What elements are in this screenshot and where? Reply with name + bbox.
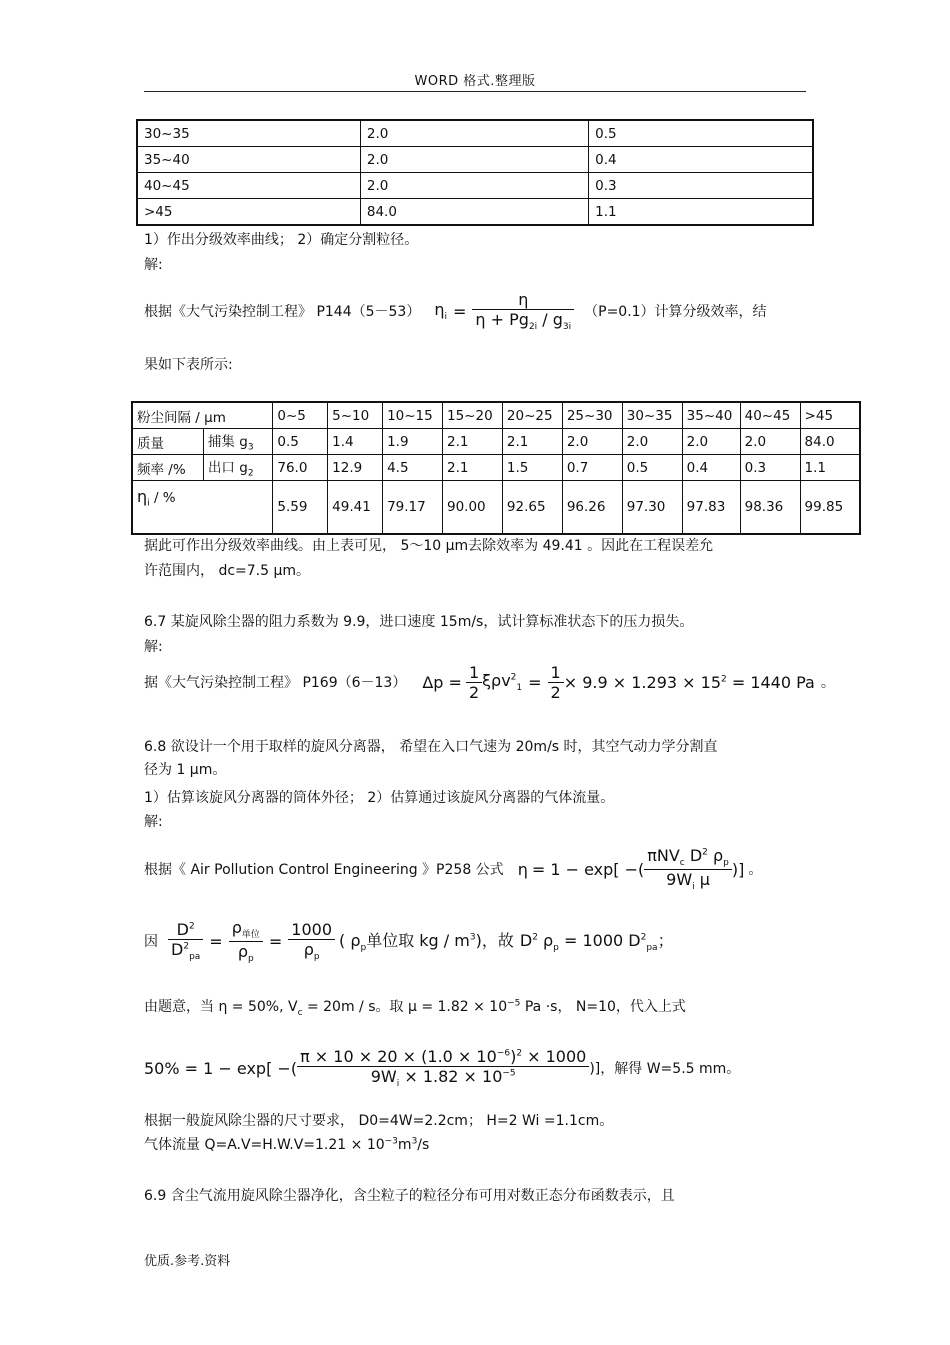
interval-header: 粉尘间隔 / μm	[132, 402, 273, 429]
condition-line: 由题意，当 η = 50%, $V_c = 20m / s$。取 $\mu = 1.82 \times 10^{-5}$ Pa ·s， N=10，代入上式	[144, 998, 686, 1018]
outlet-cell: 0.4	[682, 455, 740, 481]
pressure-loss-formula: 据《大气污染控制工程》 P169（6－13） Δp = $\frac{1}{2}$ ξρv$^2_1$ = $\frac{1}{2}$ × $9.9 \times 1.293 \times 15^2 = 1440$ Pa 。	[144, 662, 835, 702]
table-cell: >45	[137, 199, 360, 226]
dimension-line: 根据一般旋风除尘器的尺寸要求， D0=4W=2.2cm； H=2 Wi =1.1cm。	[144, 1113, 614, 1129]
formula-reference: 根据《 Air Pollution Control Engineering 》P258 公式	[144, 862, 504, 878]
efficiency-cell: 92.65	[502, 481, 562, 535]
interval-cell: 25~30	[562, 402, 622, 429]
outlet-cell: 4.5	[383, 455, 443, 481]
table-cell: 35~40	[137, 147, 360, 173]
formula-reference: 据《大气污染控制工程》 P169（6－13）	[144, 675, 407, 691]
efficiency-cell: 98.36	[740, 481, 800, 535]
conclusion-line-1: 据此可作出分级效率曲线。由上表可见， 5～10 μm去除效率为 49.41 。因此在工程误差允	[144, 538, 714, 554]
table-intro: 果如下表所示:	[144, 357, 233, 373]
efficiency-cell: 97.83	[682, 481, 740, 535]
capture-cell: 1.4	[328, 429, 383, 455]
table-cell: 40~45	[137, 173, 360, 199]
efficiency-cell: 49.41	[328, 481, 383, 535]
interval-cell: 15~20	[442, 402, 502, 429]
table-row	[137, 147, 813, 173]
efficiency-cell: 5.59	[273, 481, 328, 535]
capture-cell: 2.1	[502, 429, 562, 455]
outlet-cell: 1.1	[800, 455, 860, 481]
table-cell: 30~35	[137, 120, 360, 147]
capture-cell: 1.9	[383, 429, 443, 455]
interval-cell: 5~10	[328, 402, 383, 429]
header-divider	[144, 91, 806, 92]
outlet-cell: 2.1	[442, 455, 502, 481]
page-footer: 优质.参考.资料	[144, 1254, 231, 1269]
freq-label: 频率 /%	[132, 455, 203, 481]
formula-reference: 根据《大气污染控制工程》 P144（5－53）	[144, 304, 421, 320]
interval-cell: >45	[800, 402, 860, 429]
efficiency-cell: 97.30	[622, 481, 682, 535]
problem-6-7-title: 6.7 某旋风除尘器的阻力系数为 9.9，进口速度 15m/s，试计算标准状态下的压力损失。	[144, 614, 694, 630]
pressure-calc: × $9.9 \times 1.293 \times 15^2 = 1440$ Pa	[563, 672, 815, 692]
outlet-label: 出口 $g_2$	[203, 455, 272, 481]
capture-cell: 2.0	[622, 429, 682, 455]
table-row	[137, 199, 813, 226]
problem-6-9-title: 6.9 含尘气流用旋风除尘器净化，含尘粒子的粒径分布可用对数正态分布函数表示，且	[144, 1188, 675, 1204]
table-cell: 1.1	[589, 199, 813, 226]
tasks-line: 1）作出分级效率曲线； 2）确定分割粒径。	[144, 232, 419, 248]
table-row	[137, 173, 813, 199]
capture-cell: 2.0	[740, 429, 800, 455]
outlet-cell: 0.5	[622, 455, 682, 481]
interval-cell: 10~15	[383, 402, 443, 429]
table-cell: 2.0	[360, 173, 588, 199]
table-cell: 2.0	[360, 147, 588, 173]
efficiency-cell: 79.17	[383, 481, 443, 535]
flow-rate-line: 气体流量 $Q=A.V=H.W.V=1.21 \times 10^{-3}m^3/s$	[144, 1136, 430, 1153]
grade-efficiency-table	[131, 401, 861, 535]
interval-cell: 20~25	[502, 402, 562, 429]
eta-symbol: $\eta_i$	[434, 299, 447, 323]
mass-label: 质量	[132, 429, 203, 455]
delta-p: Δp =	[422, 672, 462, 692]
capture-cell: 0.5	[273, 429, 328, 455]
table-cell: 2.0	[360, 120, 588, 147]
problem-6-8-title: 6.8 欲设计一个用于取样的旋风分离器， 希望在入口气速为 20m/s 时，其空气动力学分割直	[144, 739, 718, 755]
capture-label: 捕集 $g_3$	[203, 429, 272, 455]
capture-cell: 2.0	[562, 429, 622, 455]
interval-cell: 30~35	[622, 402, 682, 429]
solution-label: 解:	[144, 814, 163, 830]
solve-formula: 50% = 1 − exp[ −( $\frac{\pi \times 10 \times 20 \times (1.0 \times 10^{-6})^2 \times 1000}{9W_i \times 1.82 \times 10^{-5}}$ )]，解得 W=5.5 mm。	[144, 1046, 741, 1090]
solution-label: 解:	[144, 257, 163, 273]
capture-cell: 2.1	[442, 429, 502, 455]
interval-cell: 40~45	[740, 402, 800, 429]
outlet-cell: 1.5	[502, 455, 562, 481]
efficiency-cell: 96.26	[562, 481, 622, 535]
outlet-cell: 0.3	[740, 455, 800, 481]
table-row	[137, 120, 813, 147]
efficiency-formula-line: 根据《大气污染控制工程》 P144（5－53） $\eta_i$ = $\frac{\eta}{\eta + Pg_{2i} / g_{3i}}$ （P=0.1）计算分级效率，结	[144, 289, 767, 333]
interval-cell: 0~5	[273, 402, 328, 429]
efficiency-label: $\eta_i$ / %	[132, 481, 273, 535]
interval-cell: 35~40	[682, 402, 740, 429]
page-header-title: WORD 格式.整理版	[414, 74, 536, 89]
efficiency-cell: 90.00	[442, 481, 502, 535]
capture-cell: 84.0	[800, 429, 860, 455]
particle-table-top	[136, 119, 814, 226]
capture-cell: 2.0	[682, 429, 740, 455]
conclusion-line-2: 许范围内， dc=7.5 μm。	[144, 563, 311, 579]
solution-label: 解:	[144, 639, 163, 655]
table-cell: 0.4	[589, 147, 813, 173]
xi-rho-v: ξρv$^2_1$	[482, 670, 523, 694]
problem-6-8-title-cont: 径为 1 μm。	[144, 762, 227, 778]
table-cell: 0.3	[589, 173, 813, 199]
efficiency-fraction: $\frac{\eta}{\eta + Pg_{2i} / g_{3i}}$	[472, 290, 574, 332]
density-ratio-formula: 因 $\frac{D^2}{D^2_{pa}}$ = $\frac{\rho_{单位}}{\rho_p}$ = $\frac{1000}{\rho_p}$ ( $\rho_p$单位取 kg / $m^3$)，故 $D^2$ $\rho_p = 1000$ $D^2_{pa}$；	[144, 918, 674, 964]
cut-efficiency-formula: 根据《 Air Pollution Control Engineering 》P258 公式 η = 1 − exp[ −( $\frac{\pi NV_c D^2 \rho_p}{9W_i \mu}$ )] 。	[144, 846, 763, 892]
outlet-cell: 12.9	[328, 455, 383, 481]
outlet-cell: 76.0	[273, 455, 328, 481]
tasks-line: 1）估算该旋风分离器的筒体外径； 2）估算通过该旋风分离器的气体流量。	[144, 790, 615, 806]
table-cell: 84.0	[360, 199, 588, 226]
formula-note: （P=0.1）计算分级效率，结	[584, 304, 767, 320]
outlet-cell: 0.7	[562, 455, 622, 481]
table-cell: 0.5	[589, 120, 813, 147]
efficiency-cell: 99.85	[800, 481, 860, 535]
